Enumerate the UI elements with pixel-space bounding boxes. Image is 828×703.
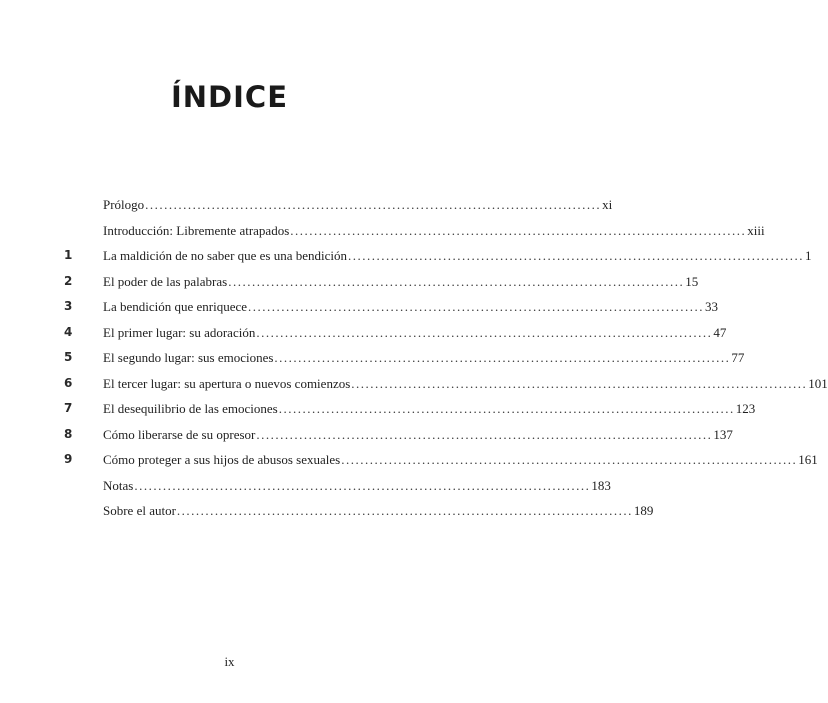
toc-entry — [0, 218, 765, 244]
toc-entry — [0, 396, 756, 422]
chapter-title: La bendición que enriquece — [103, 299, 248, 314]
toc-entry — [0, 269, 699, 295]
page-number: xi — [602, 197, 613, 212]
toc-entry-line — [103, 269, 699, 295]
chapter-number: 3 — [64, 299, 73, 313]
page-number: 1 — [805, 248, 812, 263]
page-number: 77 — [731, 350, 745, 365]
page-number: 47 — [713, 324, 727, 340]
dot-leader: ................................................................................................ — [228, 273, 685, 289]
toc-entry-line — [103, 371, 828, 397]
dot-leader: ................................................................................................ — [348, 248, 805, 263]
chapter-number: 8 — [64, 426, 73, 441]
toc-entry — [0, 371, 828, 397]
page-number: xiii — [747, 222, 765, 238]
dot-leader: ................................................................................................ — [290, 222, 747, 238]
page-number: 161 — [798, 452, 818, 467]
toc-entry — [0, 294, 719, 320]
toc-entry — [0, 422, 733, 448]
page-number: 183 — [591, 477, 611, 493]
page-number: 123 — [735, 401, 756, 416]
chapter-number: 2 — [64, 273, 73, 288]
dot-leader: ................................................................................................ — [256, 324, 713, 340]
chapter-number: 4 — [64, 324, 73, 339]
page-title: ÍNDICE — [170, 80, 288, 114]
toc-entry — [0, 243, 812, 269]
dot-leader: ................................................................................................ — [256, 426, 713, 442]
chapter-number: 5 — [64, 350, 73, 364]
chapter-title: Introducción: Libremente atrapados — [103, 222, 290, 238]
chapter-title: Notas — [103, 477, 134, 493]
toc-entry — [0, 320, 727, 346]
toc-entry-line — [103, 294, 719, 320]
dot-leader: ................................................................................................ — [176, 503, 633, 518]
toc-entry-line — [103, 192, 613, 218]
page-number: 137 — [713, 426, 733, 442]
chapter-title: El desequilibrio de las emociones — [103, 401, 278, 416]
dot-leader: ................................................................................................ — [278, 401, 735, 416]
dot-leader: ................................................................................................ — [134, 477, 591, 493]
chapter-title: El primer lugar: su adoración — [103, 324, 256, 340]
page-number: 101 — [808, 375, 828, 391]
chapter-number: 6 — [64, 375, 73, 390]
chapter-title: Sobre el autor — [103, 503, 176, 518]
toc-entry-line — [103, 345, 745, 371]
chapter-title: El tercer lugar: su apertura o nuevos comienzos — [103, 375, 351, 391]
chapter-title: Prólogo — [103, 197, 145, 212]
chapter-title: Cómo liberarse de su opresor — [103, 426, 256, 442]
page-number: 15 — [685, 273, 699, 289]
toc-entry-line — [103, 320, 727, 346]
toc-entry-line — [103, 243, 812, 269]
dot-leader: ................................................................................................ — [341, 452, 798, 467]
dot-leader: ................................................................................................ — [248, 299, 705, 314]
chapter-title: Cómo proteger a sus hijos de abusos sexuales — [103, 452, 341, 467]
toc-entry — [0, 345, 745, 371]
page-number: 33 — [705, 299, 719, 314]
toc-entry-line — [103, 422, 733, 448]
page-folio: ix — [224, 654, 235, 669]
toc-entry-line — [103, 498, 654, 524]
chapter-title: El segundo lugar: sus emociones — [103, 350, 274, 365]
table-of-contents — [0, 192, 828, 524]
chapter-number: 9 — [64, 452, 73, 466]
dot-leader: ................................................................................................ — [274, 350, 731, 365]
toc-entry-line — [103, 473, 611, 499]
chapter-title: El poder de las palabras — [103, 273, 228, 289]
toc-entry — [0, 447, 818, 473]
dot-leader: ................................................................................................ — [145, 197, 602, 212]
toc-entry — [0, 192, 613, 218]
toc-entry-line — [103, 218, 765, 244]
toc-entry — [0, 473, 611, 499]
chapter-title: La maldición de no saber que es una bendición — [103, 248, 348, 263]
toc-entry-line — [103, 396, 756, 422]
chapter-number: 1 — [64, 248, 73, 262]
chapter-number: 7 — [64, 401, 73, 415]
toc-entry — [0, 498, 654, 524]
dot-leader: ................................................................................................ — [351, 375, 808, 391]
toc-entry-line — [103, 447, 818, 473]
page-number: 189 — [633, 503, 654, 518]
